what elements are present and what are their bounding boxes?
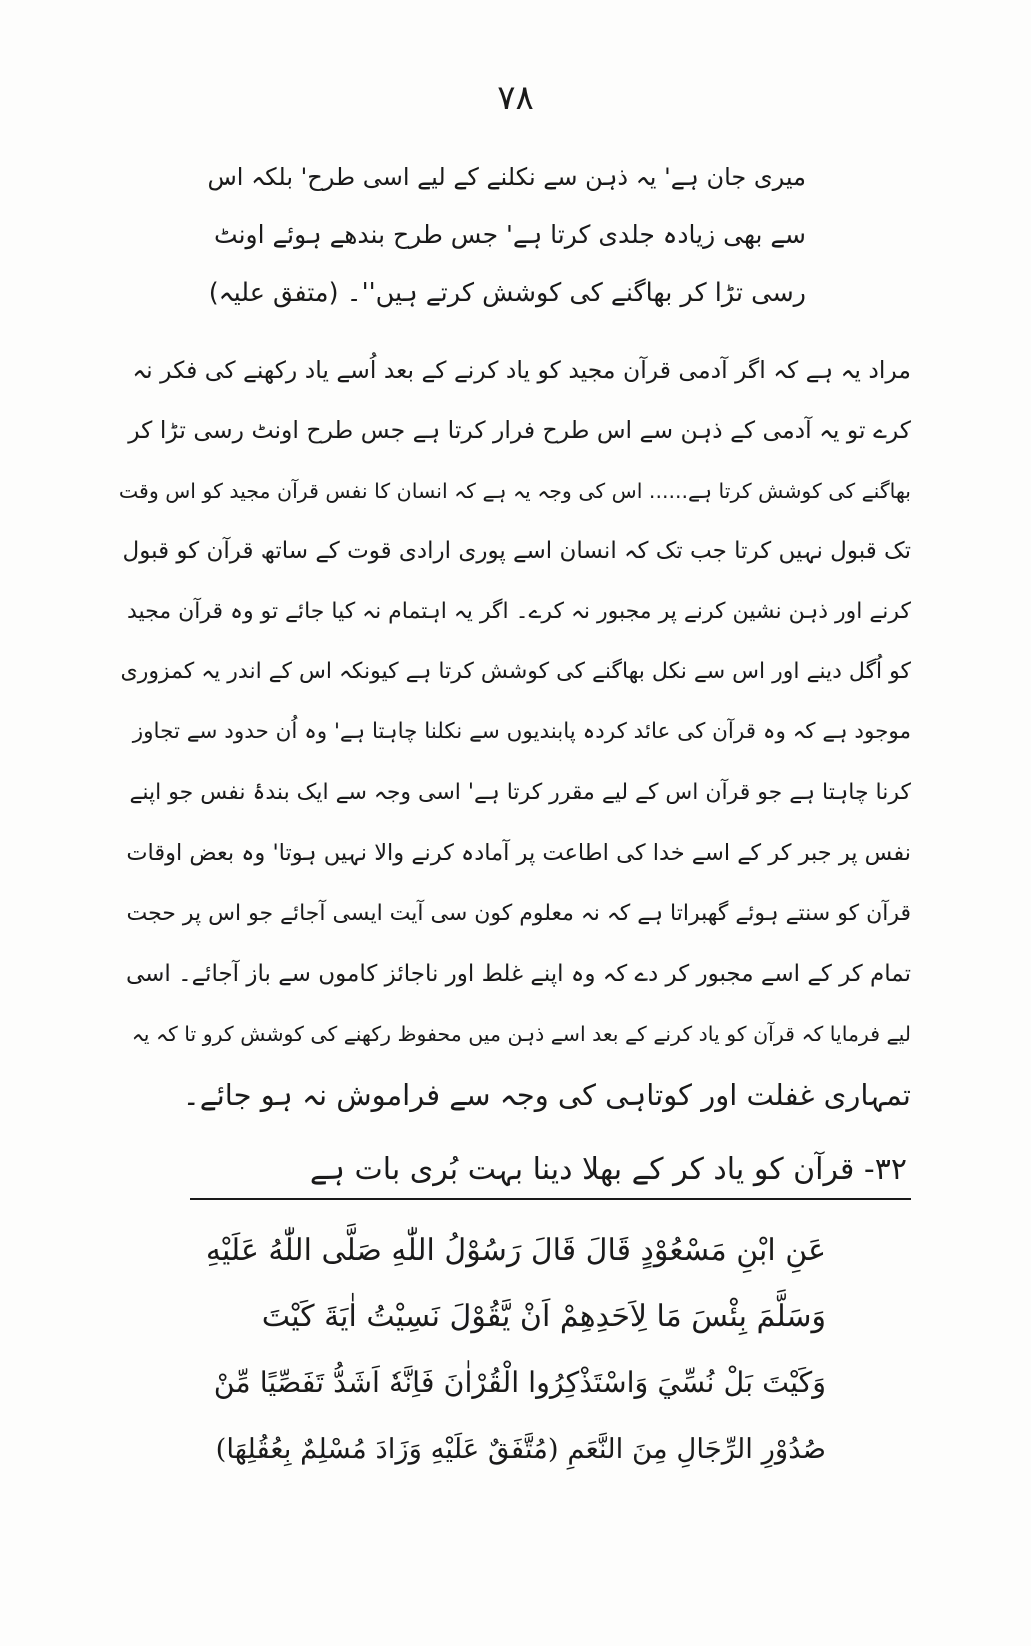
section-heading: [111, 1148, 911, 1200]
quote-line: رسی تڑا کر بھاگنے کی کوشش کرتے ہیں''۔ (متفق علیہ): [208, 278, 806, 308]
arabic-hadith-text: [206, 1218, 826, 1482]
paragraph-line: موجود ہے کہ وہ قرآن کی عائد کردہ پابندیوں سے نکلنا چاہتا ہے' وہ اُن حدود سے تجاوز: [132, 719, 911, 745]
paragraph-line: نفس پر جبر کر کے اسے خدا کی اطاعت پر آمادہ کرنے والا نہیں ہوتا' وہ بعض اوقات: [126, 840, 911, 867]
arabic-line: وَكَيْتَ بَلْ نُسِّيَ وَاسْتَذْكِرُوا الْقُرْاٰنَ فَاِنَّهٗ اَشَدُّ تَفَصِّيًا مِّنْ: [213, 1366, 826, 1399]
paragraph-line: کرے تو یہ آدمی کے ذہن سے اس طرح فرار کرتا ہے جس طرح اونٹ رسی تڑا کر: [128, 416, 911, 445]
paragraph-line: کرنا چاہتا ہے جو قرآن اس کے لیے مقرر کرتا ہے' اسی وجہ سے ایک بندۂ نفس جو اپنے: [129, 779, 911, 805]
arabic-line: عَنِ ابْنِ مَسْعُوْدٍ قَالَ قَالَ رَسُوْلُ اللّٰهِ صَلَّى اللّٰهُ عَلَيْهِ: [206, 1233, 826, 1268]
page-number: ۷۸: [497, 78, 534, 118]
paragraph-line: قرآن کو سنتے ہوئے گھبراتا ہے کہ نہ معلوم کون سی آیت ایسی آجائے جو اس پر حجت: [126, 900, 911, 926]
quote-line: سے بھی زیادہ جلدی کرتا ہے' جس طرح بندھے ہوئے اونٹ: [214, 220, 806, 249]
quote-line: میری جان ہے' یہ ذہن سے نکلنے کے لیے اسی طرح' بلکہ اس: [207, 163, 806, 191]
commentary-paragraph: [119, 340, 911, 1125]
paragraph-line: مراد یہ ہے کہ اگر آدمی قرآن مجید کو یاد کرنے کے بعد اُسے یاد رکھنے کی فکر نہ: [132, 356, 911, 384]
paragraph-line: تمام کر کے اسے مجبور کر دے کہ وہ اپنے غلط اور ناجائز کاموں سے باز آجائے۔ اسی: [125, 961, 911, 988]
section-heading-text: ۳۲- قرآن کو یاد کر کے بھلا دینا بہت بُری بات ہے: [190, 1148, 911, 1200]
paragraph-line: تمہاری غفلت اور کوتاہی کی وجہ سے فراموش نہ ہو جائے۔: [182, 1077, 911, 1112]
paragraph-line: کو اُگل دینے اور اس سے نکل بھاگنے کی کوشش کرتا ہے کیونکہ اس کے اندر یہ کمزوری: [120, 659, 911, 685]
paragraph-line: کرنے اور ذہن نشین کرنے پر مجبور نہ کرے۔ اگر یہ اہتمام نہ کیا جائے تو وہ قرآن مجید: [126, 598, 911, 624]
paragraph-line: بھاگنے کی کوشش کرتا ہے...... اس کی وجہ یہ ہے کہ انسان کا نفس قرآن مجید کو اس وقت: [119, 478, 911, 503]
arabic-line: وَسَلَّمَ بِئْسَ مَا لِاَحَدِهِمْ اَنْ يَّقُوْلَ نَسِيْتُ اٰيَةَ كَيْتَ: [261, 1299, 826, 1334]
hadith-translation-quote: [206, 148, 806, 322]
arabic-line: صُدُوْرِ الرِّجَالِ مِنَ النَّعَمِ (مُتَّفَقٌ عَلَيْهِ وَزَادَ مُسْلِمٌ بِعُقُلِهَا): [215, 1433, 826, 1465]
paragraph-line: تک قبول نہیں کرتا جب تک کہ انسان اسے پوری ارادی قوت کے ساتھ قرآن کو قبول: [122, 538, 911, 565]
paragraph-line: لیے فرمایا کہ قرآن کو یاد کرنے کے بعد اسے ذہن میں محفوظ رکھنے کی کوشش کرو تا کہ یہ: [131, 1022, 911, 1047]
